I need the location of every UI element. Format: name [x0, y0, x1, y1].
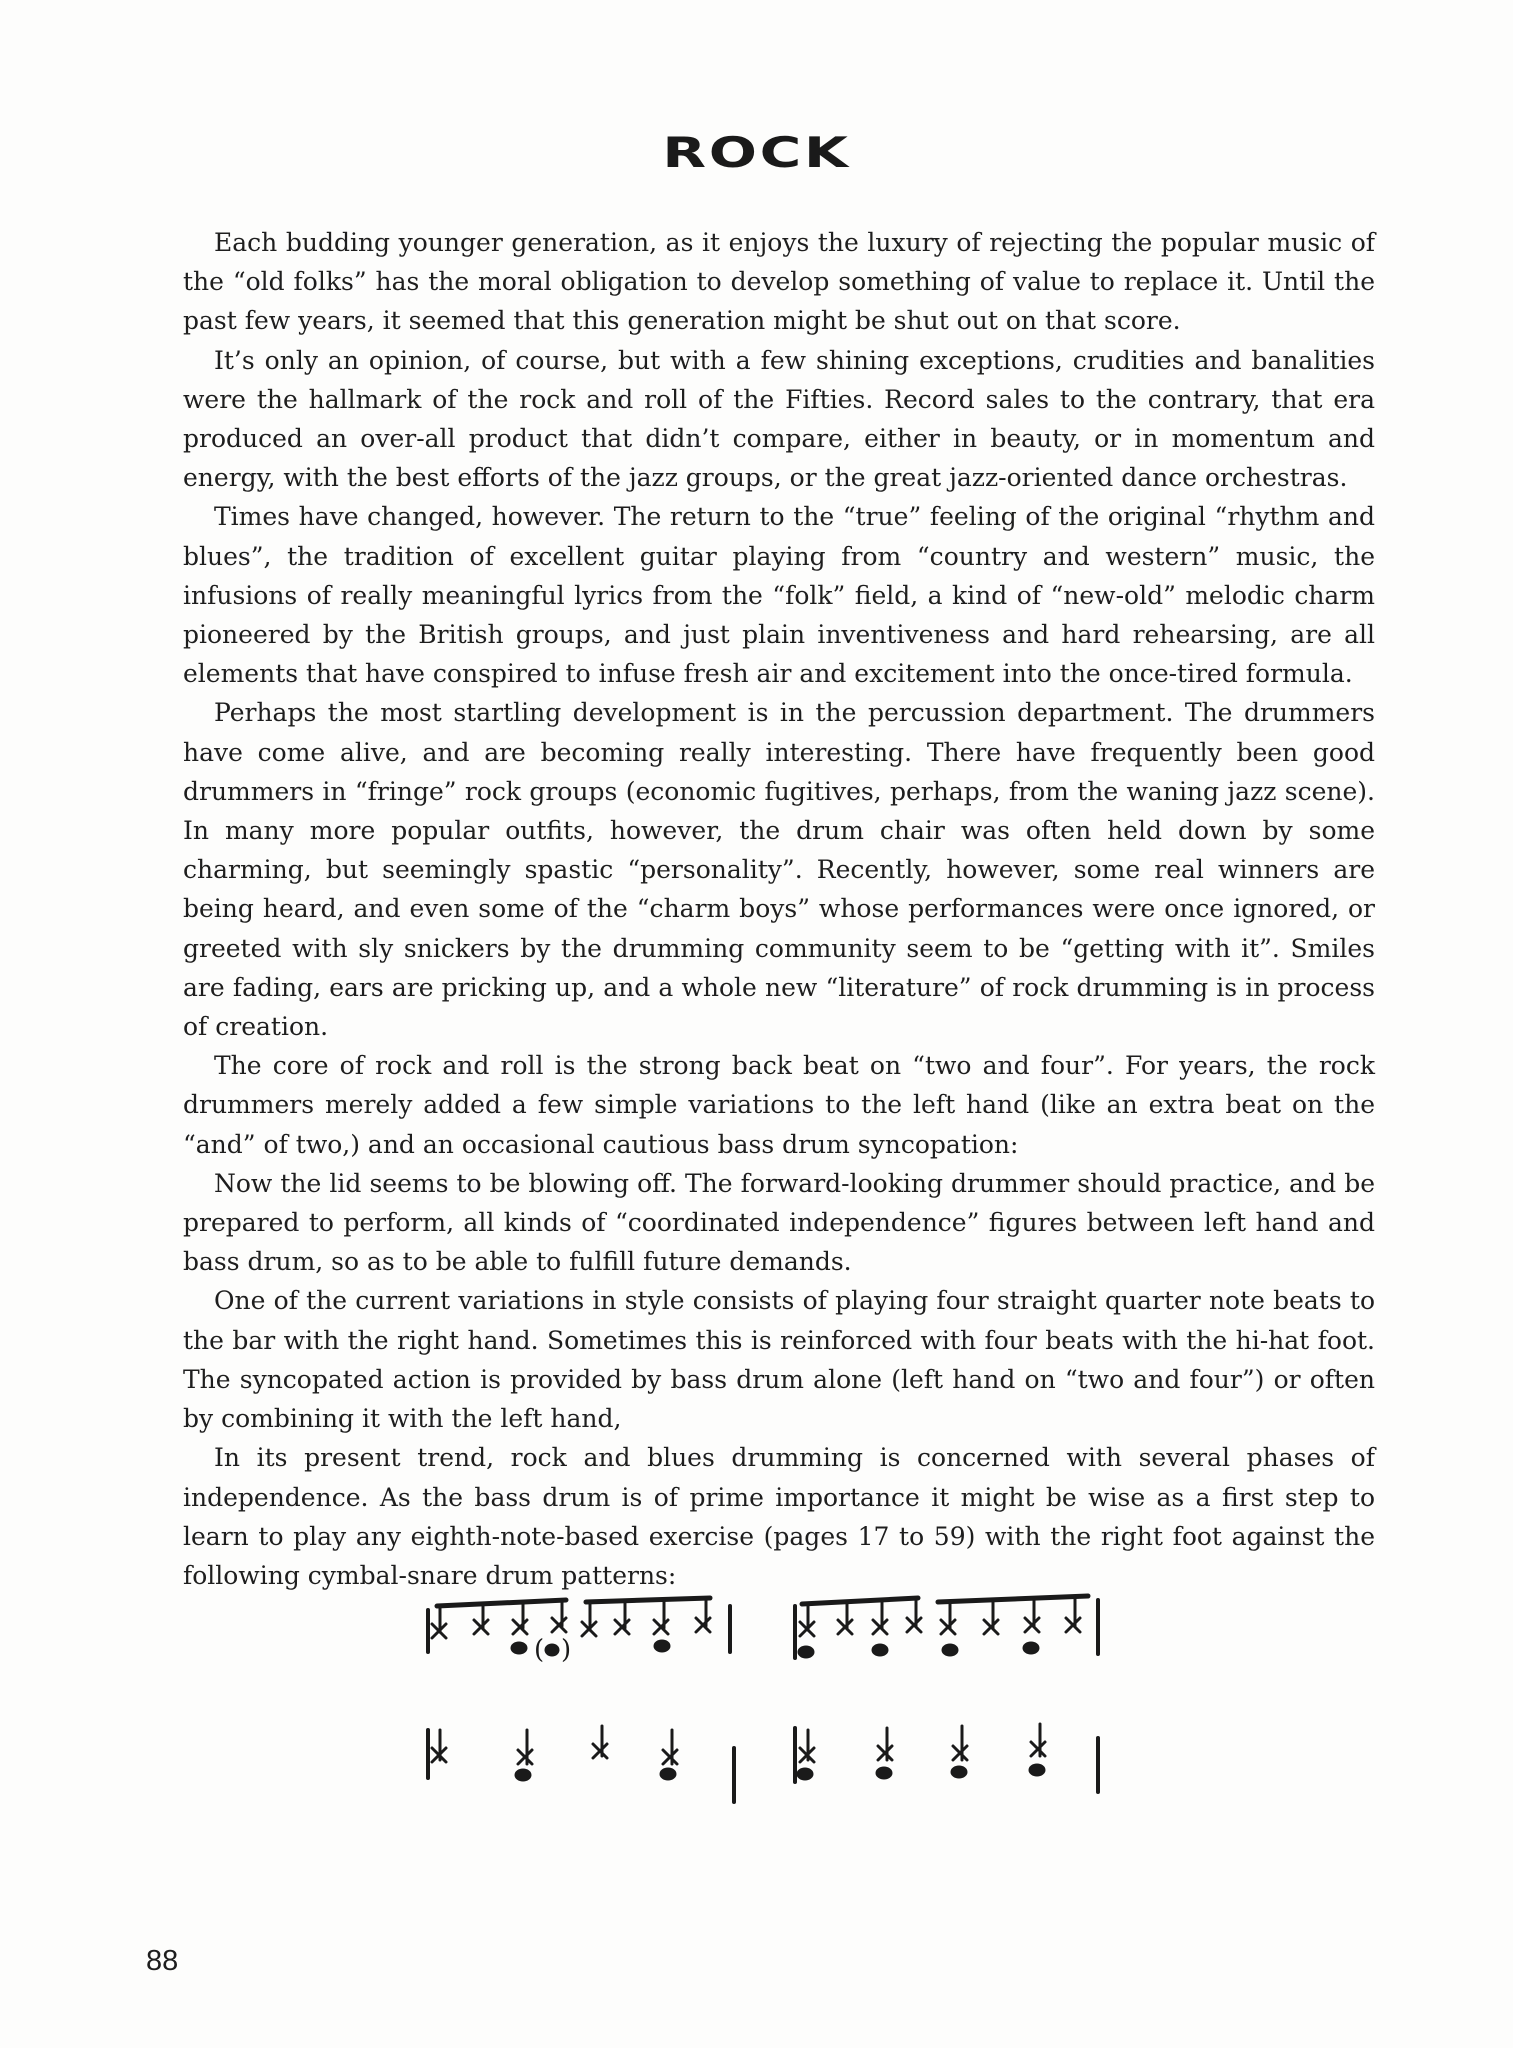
paragraph-4: Perhaps the most startling development is in the percussion department. The drummers have come alive, and are becoming really interesting. There have frequently been good drummers in “fringe” rock groups (economic fugitives, perhaps, from the waning jazz scene). In many more popular outfits, however, the drum chair was often held down by some charming, but seemingly spastic “personality”. Recently, however, some real winners are being heard, and even some of the “charm boys” whose performances were once ignored, or greeted with sly snickers by the drumming community seem to be “getting with it”. Smiles are fading, ears are pricking up, and a whole new “literature” of rock drumming is in process of creation. [183, 698, 1375, 1042]
paragraph-8: In its present trend, rock and blues drumming is concerned with several phases of independence. As the bass drum is of prime importance it might be wise as a first step to learn to play any eighth-note-based exercise (pages 17 to 59) with the right foot against the following cymbal-snare drum patterns: [183, 1443, 1375, 1590]
page-title: ROCK [662, 128, 851, 177]
body-text [183, 223, 1375, 1595]
paragraph-2: It’s only an opinion, of course, but with a few shining exceptions, crudities and banalities were the hallmark of the rock and roll of the Fifties. Record sales to the contrary, that era produced an over-all product that didn’t compare, either in beauty, or in momentum and energy, with the best efforts of the jazz groups, or the great jazz-oriented dance orchestras. [183, 345, 1375, 493]
rhythm-pattern-2a [428, 1726, 734, 1802]
drum-notation-figure [0, 1570, 1513, 1830]
paragraph-1: Each budding younger generation, as it enjoys the luxury of rejecting the popular music of the “old folks” has the moral obligation to develop something of value to replace it. Until the past few years, it seemed that this generation might be shut out on that score. [183, 228, 1375, 336]
rhythm-pattern-2b [795, 1724, 1098, 1792]
paragraph-3: Times have changed, however. The return to the “true” feeling of the original “rhythm and blues”, the tradition of excellent guitar playing from “country and western” music, the infusions of really meaningful lyrics from the “folk” field, a kind of “new-old” melodic charm pioneered by the British groups, and just plain inventiveness and hard rehearsing, are all elements that have conspired to infuse fresh air and excitement into the once-tired formula. [183, 502, 1375, 689]
page-number: 88 [146, 1945, 179, 1977]
rhythm-pattern-1b [795, 1596, 1098, 1658]
paragraph-6: Now the lid seems to be blowing off. The forward-looking drummer should practice, and be prepared to perform, all kinds of “coordinated independence” figures between left hand and bass drum, so as to be able to fulfill future demands. [183, 1168, 1375, 1277]
parenthesis-open: ( [534, 1635, 545, 1665]
paragraph-5: The core of rock and roll is the strong back beat on “two and four”. For years, the rock drummers merely added a few simple variations to the left hand (like an extra beat on the “and” of two,) and an occasional cautious bass drum syncopation: [183, 1051, 1375, 1159]
parenthesis-close: ) [561, 1635, 572, 1665]
rhythm-pattern-1a [428, 1598, 730, 1665]
paragraph-7: One of the current variations in style consists of playing four straight quarter note beats to the bar with the right hand. Sometimes this is reinforced with four beats with the hi-hat foot. The syncopated action is provided by bass drum alone (left hand on “two and four”) or often by combining it with the left hand, [183, 1286, 1375, 1434]
